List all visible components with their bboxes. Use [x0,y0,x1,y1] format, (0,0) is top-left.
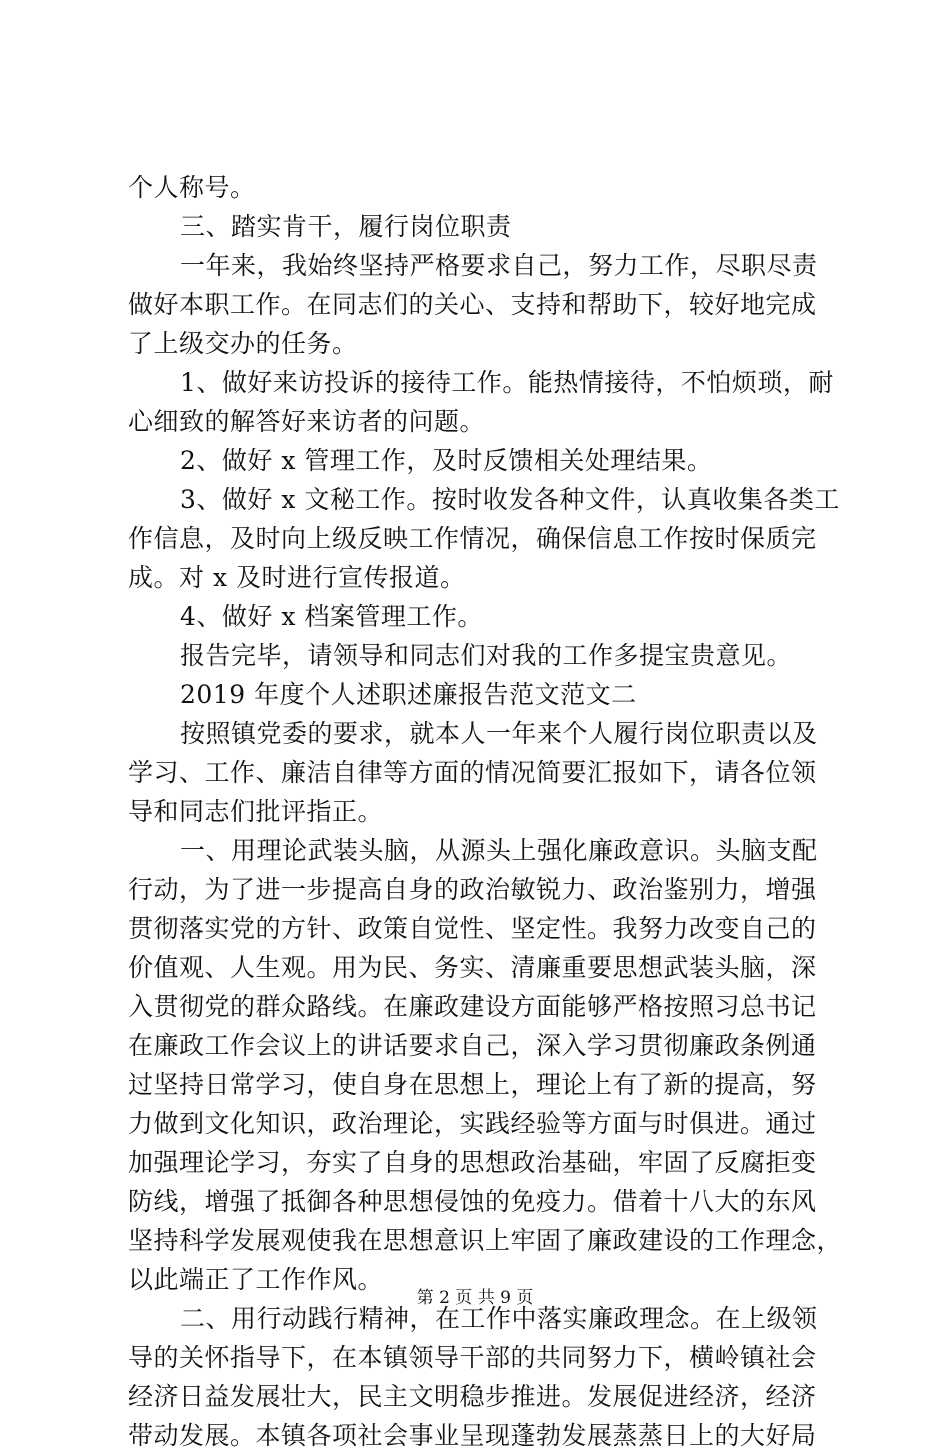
text-line: 导和同志们批评指正。 [128,797,384,826]
text-line: 价值观、人生观。用为民、务实、清廉重要思想武装头脑，深 [128,953,817,982]
text-line: 做好本职工作。在同志们的关心、支持和帮助下，较好地完成 [128,290,817,319]
text-line: 防线，增强了抵御各种思想侵蚀的免疫力。借着十八大的东风 [128,1187,817,1216]
text-line: 以此端正了工作作风。 [128,1265,384,1294]
document-subtitle: 2019 年度个人述职述廉报告范文范文二 [180,680,637,709]
list-item: 1、做好来访投诉的接待工作。能热情接待，不怕烦琐，耐 [180,368,834,397]
text-line: 导的关怀指导下，在本镇领导干部的共同努力下，横岭镇社会 [128,1343,817,1372]
page-number-footer: 第 2 页 共 9 页 [416,1288,534,1308]
text-line: 心细致的解答好来访者的问题。 [128,407,486,436]
text-line: 加强理论学习，夯实了自身的思想政治基础，牢固了反腐拒变 [128,1148,817,1177]
text-line: 了上级交办的任务。 [128,329,358,358]
text-line: 按照镇党委的要求，就本人一年来个人履行岗位职责以及 [180,719,818,748]
text-line: 行动，为了进一步提高自身的政治敏锐力、政治鉴别力，增强 [128,875,817,904]
section-heading: 三、踏实肯干，履行岗位职责 [180,212,512,241]
list-item: 4、做好 x 档案管理工作。 [180,602,483,631]
text-line: 在廉政工作会议上的讲话要求自己，深入学习贯彻廉政条例通 [128,1031,817,1060]
text-line: 学习、工作、廉洁自律等方面的情况简要汇报如下，请各位领 [128,758,817,787]
section-heading: 二、用行动践行精神，在工作中落实廉政理念。在上级领 [180,1304,818,1333]
text-line: 过坚持日常学习，使自身在思想上，理论上有了新的提高，努 [128,1070,817,1099]
section-heading: 一、用理论武装头脑，从源头上强化廉政意识。头脑支配 [180,836,818,865]
document-body [128,168,843,1455]
text-line: 带动发展。本镇各项社会事业呈现蓬勃发展蒸蒸日上的大好局 [128,1421,817,1450]
text-line: 个人称号。 [128,173,256,202]
list-item: 2、做好 x 管理工作，及时反馈相关处理结果。 [180,446,713,475]
text-line: 作信息，及时向上级反映工作情况，确保信息工作按时保质完 [128,524,817,553]
list-item: 3、做好 x 文秘工作。按时收发各种文件，认真收集各类工 [180,485,840,514]
text-line: 成。对 x 及时进行宣传报道。 [128,563,466,592]
text-line: 力做到文化知识，政治理论，实践经验等方面与时俱进。通过 [128,1109,817,1138]
text-line: 坚持科学发展观使我在思想意识上牢固了廉政建设的工作理念， [128,1226,843,1255]
text-line: 经济日益发展壮大，民主文明稳步推进。发展促进经济，经济 [128,1382,817,1411]
text-line: 一年来，我始终坚持严格要求自己，努力工作，尽职尽责 [180,251,818,280]
text-line: 贯彻落实党的方针、政策自觉性、坚定性。我努力改变自己的 [128,914,817,943]
text-line: 报告完毕，请领导和同志们对我的工作多提宝贵意见。 [180,641,793,670]
text-line: 入贯彻党的群众路线。在廉政建设方面能够严格按照习总书记 [128,992,817,1021]
